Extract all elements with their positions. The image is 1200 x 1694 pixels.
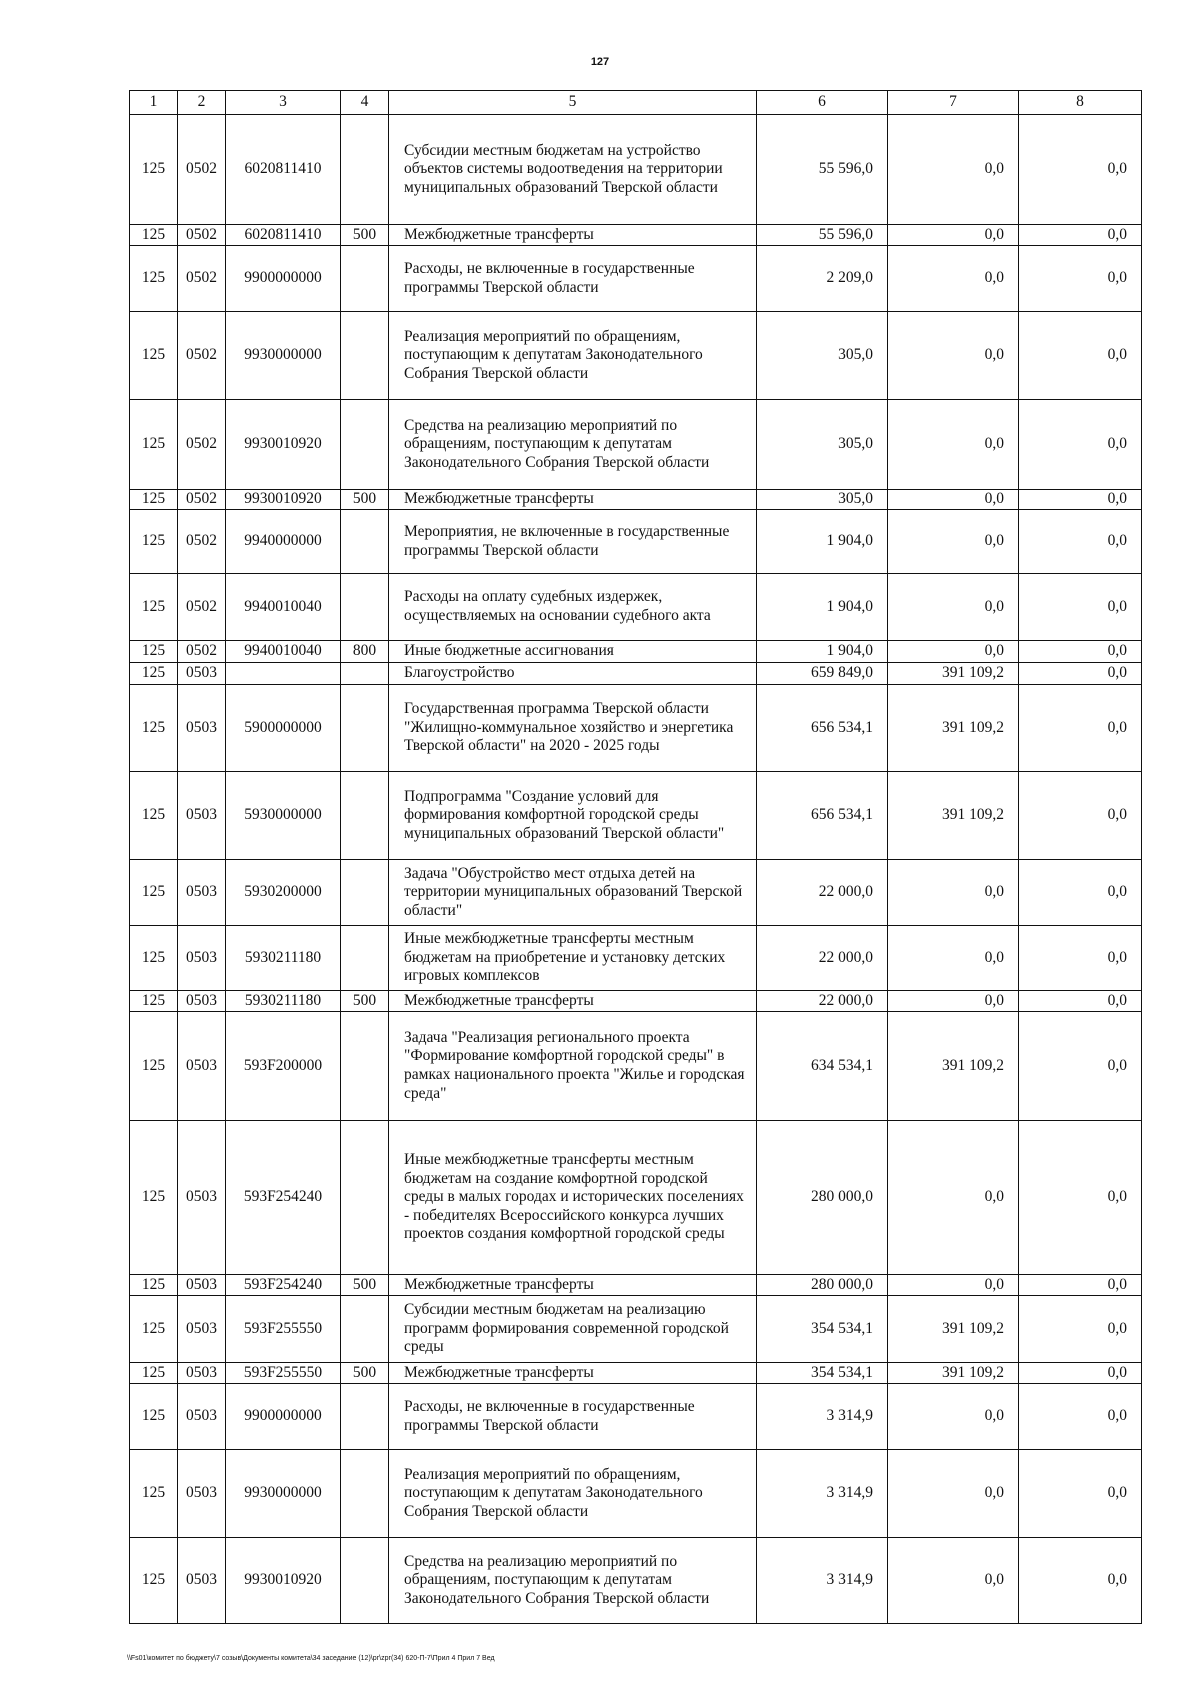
cell-admin: 125 (130, 926, 178, 991)
cell-section: 0503 (178, 1538, 226, 1624)
cell-amount: 0,0 (1019, 1384, 1142, 1450)
budget-table (129, 90, 1142, 1624)
table-row (130, 400, 1142, 490)
cell-amount: 0,0 (1019, 926, 1142, 991)
cell-expense-type (341, 1121, 389, 1275)
cell-description: Иные бюджетные ассигнования (389, 641, 757, 663)
cell-section: 0502 (178, 246, 226, 312)
cell-amount: 0,0 (888, 574, 1019, 641)
cell-amount: 1 904,0 (757, 574, 888, 641)
cell-section: 0502 (178, 490, 226, 510)
cell-target-code: 5930211180 (226, 991, 341, 1012)
cell-admin: 125 (130, 685, 178, 772)
cell-amount: 0,0 (1019, 510, 1142, 574)
cell-expense-type (341, 1450, 389, 1538)
cell-amount: 0,0 (1019, 860, 1142, 926)
cell-description: Иные межбюджетные трансферты местным бюджетам на создание комфортной городской среды в малых городах и исторических поселениях - победителях Всероссийского конкурса лучших проектов создания комфортной городской среды (389, 1121, 757, 1275)
cell-amount: 0,0 (888, 225, 1019, 246)
cell-expense-type (341, 1384, 389, 1450)
cell-target-code: 593F255550 (226, 1296, 341, 1363)
cell-admin: 125 (130, 312, 178, 400)
column-header: 1 (130, 91, 178, 115)
cell-amount: 0,0 (888, 926, 1019, 991)
cell-description: Мероприятия, не включенные в государственные программы Тверской области (389, 510, 757, 574)
cell-target-code: 9930010920 (226, 400, 341, 490)
cell-amount: 391 109,2 (888, 772, 1019, 860)
cell-admin: 125 (130, 246, 178, 312)
table-row (130, 574, 1142, 641)
cell-amount: 391 109,2 (888, 1012, 1019, 1121)
cell-section: 0503 (178, 685, 226, 772)
cell-amount: 0,0 (1019, 663, 1142, 685)
header-row (130, 91, 1142, 115)
cell-amount: 0,0 (1019, 246, 1142, 312)
table-row (130, 663, 1142, 685)
column-header: 5 (389, 91, 757, 115)
column-header: 8 (1019, 91, 1142, 115)
cell-expense-type: 500 (341, 490, 389, 510)
cell-amount: 0,0 (888, 1450, 1019, 1538)
table-row (130, 1538, 1142, 1624)
cell-amount: 0,0 (888, 1275, 1019, 1296)
cell-target-code: 9900000000 (226, 246, 341, 312)
cell-amount: 391 109,2 (888, 685, 1019, 772)
cell-target-code: 5900000000 (226, 685, 341, 772)
cell-amount: 0,0 (888, 400, 1019, 490)
cell-target-code: 9930010920 (226, 490, 341, 510)
table-row (130, 1363, 1142, 1384)
cell-amount: 280 000,0 (757, 1275, 888, 1296)
table-row (130, 1275, 1142, 1296)
cell-description: Межбюджетные трансферты (389, 1275, 757, 1296)
cell-amount: 0,0 (888, 312, 1019, 400)
column-header: 6 (757, 91, 888, 115)
cell-expense-type (341, 772, 389, 860)
cell-amount: 391 109,2 (888, 663, 1019, 685)
table-row (130, 926, 1142, 991)
cell-description: Субсидии местным бюджетам на реализацию программ формирования современной городской среды (389, 1296, 757, 1363)
cell-target-code: 6020811410 (226, 225, 341, 246)
cell-description: Расходы, не включенные в государственные программы Тверской области (389, 1384, 757, 1450)
cell-amount: 305,0 (757, 400, 888, 490)
cell-admin: 125 (130, 1012, 178, 1121)
cell-amount: 0,0 (888, 641, 1019, 663)
cell-amount: 22 000,0 (757, 860, 888, 926)
cell-amount: 354 534,1 (757, 1363, 888, 1384)
footer-file-path: \\Fs01\комитет по бюджету\7 созыв\Документы комитета\34 заседание (12)\рг\zрг(34) 620-П-7\Прил 4 Прил 7 Вед (127, 1655, 495, 1662)
cell-amount: 22 000,0 (757, 926, 888, 991)
cell-amount: 1 904,0 (757, 510, 888, 574)
cell-target-code: 6020811410 (226, 115, 341, 225)
cell-target-code: 9930010920 (226, 1538, 341, 1624)
cell-expense-type: 500 (341, 225, 389, 246)
cell-description: Межбюджетные трансферты (389, 490, 757, 510)
cell-description: Средства на реализацию мероприятий по обращениям, поступающим к депутатам Законодательного Собрания Тверской области (389, 1538, 757, 1624)
cell-amount: 0,0 (1019, 772, 1142, 860)
cell-admin: 125 (130, 641, 178, 663)
cell-description: Иные межбюджетные трансферты местным бюджетам на приобретение и установку детских игровых комплексов (389, 926, 757, 991)
cell-amount: 0,0 (1019, 1121, 1142, 1275)
cell-description: Межбюджетные трансферты (389, 225, 757, 246)
cell-amount: 0,0 (1019, 400, 1142, 490)
cell-amount: 391 109,2 (888, 1363, 1019, 1384)
cell-amount: 656 534,1 (757, 772, 888, 860)
cell-description: Межбюджетные трансферты (389, 991, 757, 1012)
column-header: 2 (178, 91, 226, 115)
table-row (130, 1450, 1142, 1538)
cell-amount: 0,0 (1019, 641, 1142, 663)
cell-target-code: 9900000000 (226, 1384, 341, 1450)
cell-section: 0503 (178, 1363, 226, 1384)
table-row (130, 312, 1142, 400)
cell-amount: 0,0 (888, 991, 1019, 1012)
cell-description: Задача "Обустройство мест отдыха детей на территории муниципальных образований Тверской области" (389, 860, 757, 926)
cell-section: 0503 (178, 1275, 226, 1296)
cell-amount: 0,0 (1019, 115, 1142, 225)
cell-admin: 125 (130, 1275, 178, 1296)
cell-admin: 125 (130, 400, 178, 490)
table-row (130, 246, 1142, 312)
cell-target-code: 9930000000 (226, 1450, 341, 1538)
cell-amount: 0,0 (1019, 1275, 1142, 1296)
cell-section: 0503 (178, 663, 226, 685)
cell-expense-type: 500 (341, 991, 389, 1012)
cell-admin: 125 (130, 574, 178, 641)
cell-target-code: 5930200000 (226, 860, 341, 926)
cell-expense-type: 800 (341, 641, 389, 663)
cell-section: 0503 (178, 1296, 226, 1363)
cell-target-code (226, 663, 341, 685)
cell-section: 0502 (178, 115, 226, 225)
cell-amount: 0,0 (1019, 1363, 1142, 1384)
cell-section: 0502 (178, 312, 226, 400)
cell-description: Межбюджетные трансферты (389, 1363, 757, 1384)
cell-section: 0503 (178, 860, 226, 926)
cell-amount: 0,0 (888, 246, 1019, 312)
cell-amount: 0,0 (1019, 1450, 1142, 1538)
cell-admin: 125 (130, 1538, 178, 1624)
cell-amount: 3 314,9 (757, 1384, 888, 1450)
cell-admin: 125 (130, 860, 178, 926)
cell-amount: 634 534,1 (757, 1012, 888, 1121)
cell-target-code: 593F254240 (226, 1275, 341, 1296)
cell-section: 0503 (178, 991, 226, 1012)
cell-target-code: 593F254240 (226, 1121, 341, 1275)
cell-amount: 2 209,0 (757, 246, 888, 312)
cell-description: Субсидии местным бюджетам на устройство объектов системы водоотведения на территории муниципальных образований Тверской области (389, 115, 757, 225)
cell-expense-type (341, 115, 389, 225)
cell-expense-type (341, 860, 389, 926)
cell-expense-type (341, 663, 389, 685)
cell-section: 0503 (178, 1450, 226, 1538)
cell-section: 0503 (178, 1012, 226, 1121)
table-row (130, 641, 1142, 663)
cell-amount: 0,0 (888, 1538, 1019, 1624)
cell-amount: 0,0 (1019, 1538, 1142, 1624)
cell-amount: 55 596,0 (757, 115, 888, 225)
cell-target-code: 9940010040 (226, 574, 341, 641)
cell-target-code: 593F200000 (226, 1012, 341, 1121)
table-row (130, 490, 1142, 510)
table-row (130, 115, 1142, 225)
table-row (130, 1296, 1142, 1363)
cell-amount: 0,0 (1019, 991, 1142, 1012)
cell-target-code: 9930000000 (226, 312, 341, 400)
cell-expense-type (341, 1296, 389, 1363)
cell-admin: 125 (130, 1121, 178, 1275)
cell-amount: 3 314,9 (757, 1450, 888, 1538)
cell-admin: 125 (130, 115, 178, 225)
table-row (130, 1121, 1142, 1275)
cell-description: Расходы, не включенные в государственные программы Тверской области (389, 246, 757, 312)
cell-expense-type: 500 (341, 1275, 389, 1296)
cell-amount: 3 314,9 (757, 1538, 888, 1624)
table-row (130, 1012, 1142, 1121)
cell-admin: 125 (130, 991, 178, 1012)
cell-amount: 0,0 (1019, 490, 1142, 510)
cell-expense-type (341, 1012, 389, 1121)
cell-description: Государственная программа Тверской области "Жилищно-коммунальное хозяйство и энергетика Тверской области" на 2020 - 2025 годы (389, 685, 757, 772)
table-row (130, 991, 1142, 1012)
cell-amount: 55 596,0 (757, 225, 888, 246)
cell-section: 0503 (178, 926, 226, 991)
cell-expense-type (341, 246, 389, 312)
cell-description: Благоустройство (389, 663, 757, 685)
cell-amount: 0,0 (888, 510, 1019, 574)
cell-amount: 354 534,1 (757, 1296, 888, 1363)
cell-expense-type: 500 (341, 1363, 389, 1384)
cell-section: 0503 (178, 1121, 226, 1275)
cell-target-code: 593F255550 (226, 1363, 341, 1384)
cell-section: 0502 (178, 400, 226, 490)
cell-admin: 125 (130, 510, 178, 574)
cell-expense-type (341, 926, 389, 991)
page-number: 127 (590, 56, 610, 68)
cell-admin: 125 (130, 490, 178, 510)
cell-description: Расходы на оплату судебных издержек, осуществляемых на основании судебного акта (389, 574, 757, 641)
cell-amount: 0,0 (888, 490, 1019, 510)
cell-target-code: 9940000000 (226, 510, 341, 574)
cell-description: Реализация мероприятий по обращениям, поступающим к депутатам Законодательного Собрания Тверской области (389, 1450, 757, 1538)
cell-amount: 391 109,2 (888, 1296, 1019, 1363)
cell-admin: 125 (130, 772, 178, 860)
table-row (130, 685, 1142, 772)
cell-target-code: 5930000000 (226, 772, 341, 860)
table-row (130, 225, 1142, 246)
column-header: 3 (226, 91, 341, 115)
cell-amount: 1 904,0 (757, 641, 888, 663)
cell-amount: 0,0 (1019, 312, 1142, 400)
cell-section: 0502 (178, 641, 226, 663)
cell-amount: 305,0 (757, 312, 888, 400)
cell-amount: 659 849,0 (757, 663, 888, 685)
cell-amount: 305,0 (757, 490, 888, 510)
cell-expense-type (341, 1538, 389, 1624)
cell-amount: 0,0 (1019, 574, 1142, 641)
cell-admin: 125 (130, 1450, 178, 1538)
cell-section: 0503 (178, 772, 226, 860)
cell-expense-type (341, 574, 389, 641)
cell-description: Реализация мероприятий по обращениям, поступающим к депутатам Законодательного Собрания Тверской области (389, 312, 757, 400)
table-row (130, 510, 1142, 574)
cell-section: 0503 (178, 1384, 226, 1450)
cell-expense-type (341, 400, 389, 490)
cell-section: 0502 (178, 510, 226, 574)
cell-amount: 22 000,0 (757, 991, 888, 1012)
cell-amount: 0,0 (1019, 225, 1142, 246)
cell-section: 0502 (178, 574, 226, 641)
cell-expense-type (341, 510, 389, 574)
cell-amount: 280 000,0 (757, 1121, 888, 1275)
table-row (130, 860, 1142, 926)
table-row (130, 1384, 1142, 1450)
column-header: 4 (341, 91, 389, 115)
cell-admin: 125 (130, 1363, 178, 1384)
cell-amount: 656 534,1 (757, 685, 888, 772)
cell-admin: 125 (130, 225, 178, 246)
cell-target-code: 9940010040 (226, 641, 341, 663)
cell-expense-type (341, 685, 389, 772)
cell-expense-type (341, 312, 389, 400)
cell-amount: 0,0 (888, 1384, 1019, 1450)
cell-target-code: 5930211180 (226, 926, 341, 991)
cell-amount: 0,0 (888, 860, 1019, 926)
cell-admin: 125 (130, 1384, 178, 1450)
table-row (130, 772, 1142, 860)
cell-amount: 0,0 (1019, 685, 1142, 772)
cell-admin: 125 (130, 1296, 178, 1363)
cell-amount: 0,0 (1019, 1296, 1142, 1363)
cell-admin: 125 (130, 663, 178, 685)
cell-amount: 0,0 (888, 1121, 1019, 1275)
cell-amount: 0,0 (1019, 1012, 1142, 1121)
cell-section: 0502 (178, 225, 226, 246)
cell-description: Задача "Реализация регионального проекта "Формирование комфортной городской среды" в рамках национального проекта "Жилье и городская среда" (389, 1012, 757, 1121)
cell-description: Подпрограмма "Создание условий для формирования комфортной городской среды муниципальных образований Тверской области" (389, 772, 757, 860)
cell-amount: 0,0 (888, 115, 1019, 225)
cell-description: Средства на реализацию мероприятий по обращениям, поступающим к депутатам Законодательного Собрания Тверской области (389, 400, 757, 490)
column-header: 7 (888, 91, 1019, 115)
